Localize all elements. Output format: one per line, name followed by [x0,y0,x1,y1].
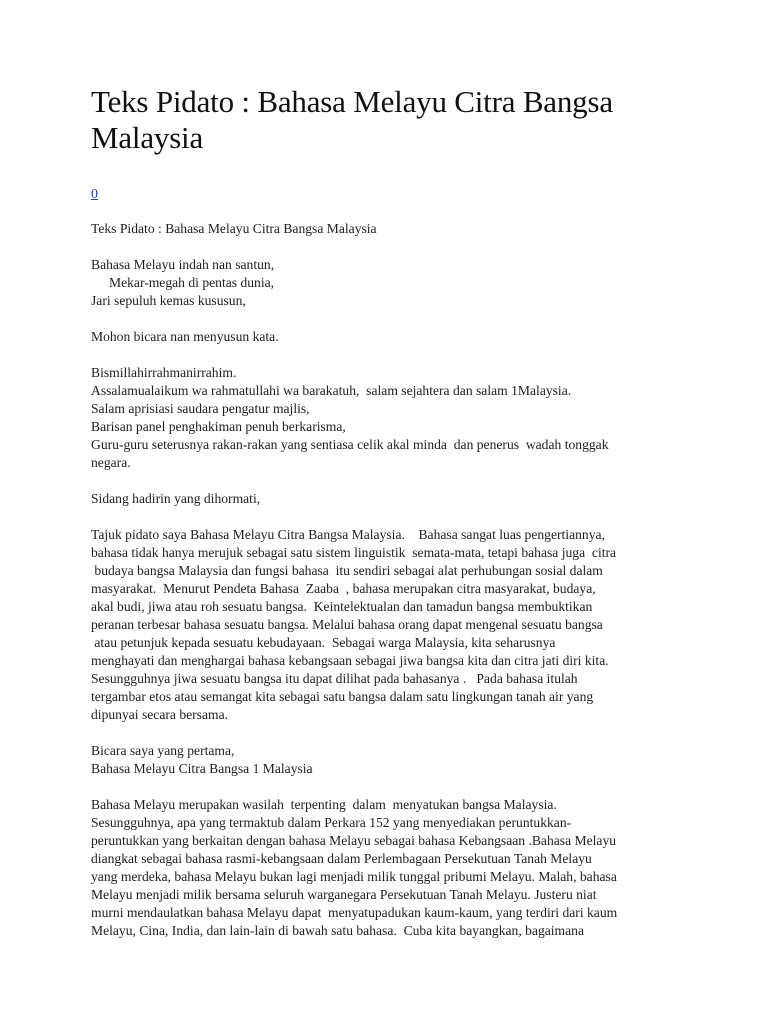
greeting-line: Assalamualaikum wa rahmatullahi wa barakatuh, salam sejahtera dan salam 1Malaysia. [91,383,572,398]
intro-line: masyarakat. Menurut Pendeta Bahasa Zaaba , bahasa merupakan citra masyarakat, budaya, [91,581,596,596]
point-line: Melayu, Cina, India, dan lain-lain di bawah satu bahasa. Cuba kita bayangkan, bagaimana [91,923,584,938]
point-line: yang merdeka, bahasa Melayu bukan lagi menjadi milik tunggal pribumi Melayu. Malah, bahasa [91,869,617,884]
pantun-line: Bahasa Melayu indah nan santun, [91,257,275,272]
page-title: Teks Pidato : Bahasa Melayu Citra Bangsa Malaysia [91,84,613,155]
greeting-line: Salam aprisiasi saudara pengatur majlis, [91,401,310,416]
greeting-line: Guru-guru seterusnya rakan-rakan yang sentiasa celik akal minda dan penerus wadah tonggak [91,437,609,452]
intro-line: Sesungguhnya jiwa sesuatu bangsa itu dapat dilihat pada bahasanya . Pada bahasa itulah [91,671,578,686]
greeting-line: negara. [91,455,131,470]
first-point-paragraph [91,796,691,940]
speech-body [91,220,691,940]
pantun-closing-line: Mohon bicara nan menyusun kata. [91,329,279,344]
pantun-line: Mekar-megah di pentas dunia, [109,275,275,290]
intro-line: budaya bangsa Malaysia dan fungsi bahasa itu sendiri sebagai alat perhubungan sosial dalam [91,563,603,578]
greeting-line: Bismillahirrahmanirrahim. [91,365,237,380]
point-line: diangkat sebagai bahasa rasmi-kebangsaan dalam Perlembagaan Persekutuan Tanah Melayu [91,851,592,866]
pantun-line: Jari sepuluh kemas kususun, [91,293,246,308]
speech-subtitle: Teks Pidato : Bahasa Melayu Citra Bangsa Malaysia [91,221,377,236]
point-line: Bahasa Melayu merupakan wasilah terpenting dalam menyatukan bangsa Malaysia. [91,797,557,812]
first-point-heading [91,742,691,778]
intro-line: tergambar etos atau semangat kita sebagai satu bangsa dalam satu lingkungan tanah air yang [91,689,594,704]
intro-line: atau petunjuk kepada sesuatu kebudayaan. Sebagai warga Malaysia, kita seharusnya [91,635,556,650]
point-line: peruntukkan yang berkaitan dengan bahasa Melayu sebagai bahasa Kebangsaan .Bahasa Melayu [91,833,617,848]
intro-line: bahasa tidak hanya merujuk sebagai satu sistem linguistik semata-mata, tetapi bahasa juga citra [91,545,617,560]
intro-line: menghayati dan menghargai bahasa kebangsaan sebagai jiwa bangsa kita dan citra jati diri kita. [91,653,609,668]
intro-line: dipunyai secara bersama. [91,707,229,722]
comment-count-link[interactable]: 0 [91,187,98,202]
point-line: Melayu menjadi milik bersama seluruh warganegara Persekutuan Tanah Melayu. Justeru niat [91,887,597,902]
intro-line: Tajuk pidato saya Bahasa Melayu Citra Bangsa Malaysia. Bahasa sangat luas pengertiannya, [91,527,605,542]
document-page [91,84,691,958]
greeting-line: Barisan panel penghakiman penuh berkarisma, [91,419,346,434]
greetings-block [91,364,691,472]
first-point-title: Bahasa Melayu Citra Bangsa 1 Malaysia [91,761,313,776]
intro-line: akal budi, jiwa atau roh sesuatu bangsa. Keintelektualan dan tamadun bangsa membuktikan [91,599,593,614]
audience-address: Sidang hadirin yang dihormati, [91,491,261,506]
pantun-block [91,256,691,310]
point-line: murni mendaulatkan bahasa Melayu dapat menyatupadukan kaum-kaum, yang terdiri dari kaum [91,905,618,920]
intro-line: peranan terbesar bahasa sesuatu bangsa. Melalui bahasa orang dapat mengenal sesuatu bangsa [91,617,603,632]
intro-paragraph [91,526,691,724]
point-line: Sesungguhnya, apa yang termaktub dalam Perkara 152 yang menyediakan peruntukkan- [91,815,572,830]
first-point-intro: Bicara saya yang pertama, [91,743,235,758]
